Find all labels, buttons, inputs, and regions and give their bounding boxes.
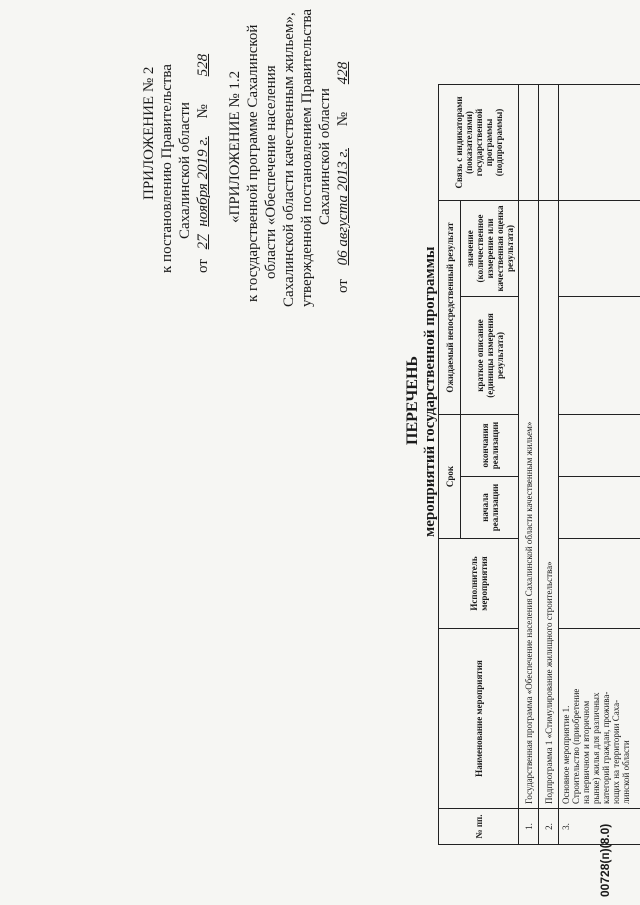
appendix12-number: 428: [335, 61, 351, 85]
appendix2-date-line: [194, 54, 212, 273]
appendix2-day: 27: [195, 234, 211, 250]
row3-line: рынке) жилья для различных: [591, 692, 601, 804]
appendix12-date: 06 августа 2013 г.: [335, 148, 351, 266]
row2-text: Подпрограмма 1 «Стимулирование жилищного строительства»: [539, 200, 559, 808]
row3-text: [559, 629, 640, 809]
appendix2-from-label: от: [195, 259, 211, 273]
list-title: ПЕРЕЧЕНЬ: [404, 356, 421, 445]
appendix2-number: 528: [195, 53, 211, 77]
appendix12-from-label: от: [335, 279, 351, 293]
row3-line: ющих на территории Саха-: [611, 699, 621, 804]
row1-num: 1.: [519, 809, 539, 845]
table-row: [519, 84, 539, 844]
header-term-end: окончания реализации: [461, 414, 519, 476]
header-executor: Исполнитель мероприятия: [439, 539, 519, 629]
appendix12-line5: Сахалинской области: [317, 88, 333, 225]
row3-executor: [559, 539, 640, 629]
row3-end: [559, 414, 640, 476]
row1-text: Государственная программа «Обеспечение населения Сахалинской области качественным жильем»: [519, 200, 539, 808]
appendix12-date-line: [334, 62, 352, 293]
appendix2-line1: к постановлению Правительства: [159, 64, 175, 273]
appendix2-month-year: ноября 2019 г.: [195, 136, 211, 227]
list-subtitle: мероприятий государственной программы: [422, 246, 438, 537]
row3-link: [559, 84, 640, 200]
header-result-desc: краткое описание (единицы измерения результата): [461, 296, 519, 414]
row3-result-value: [559, 200, 640, 296]
document-code: 00728(п)(8.0): [598, 823, 612, 897]
header-link: Связь с индикаторами (показателями) государственной программы (подпрограммы): [439, 84, 519, 200]
appendix2-number-label: №: [195, 104, 211, 119]
header-term: Срок: [439, 414, 461, 538]
row1-link-cell: [519, 84, 539, 200]
appendix2-line2: Сахалинской области: [177, 102, 193, 239]
row2-link-cell: [539, 84, 559, 200]
row3-line: Основное мероприятие 1.: [561, 705, 571, 804]
row3-line: Строительство (приобретение: [571, 688, 581, 804]
header-result: Ожидаемый непосредственный результат: [439, 200, 461, 414]
row3-num: 3.: [559, 809, 640, 845]
measures-table: [438, 84, 640, 845]
header-term-start: начала реализации: [461, 477, 519, 539]
appendix12-number-label: №: [335, 111, 351, 127]
row3-result-desc: [559, 296, 640, 414]
row3-line: категорий граждан, прожива-: [601, 691, 611, 804]
header-num: № пп.: [439, 809, 519, 845]
header-result-value: значение (количественное измерение или качественная оценка результата): [461, 200, 519, 296]
appendix12-line1: к государственной программе Сахалинской: [245, 24, 261, 302]
row3-start: [559, 477, 640, 539]
header-name: Наименование мероприятия: [439, 629, 519, 809]
row3-line: на первичном и вторичном: [581, 700, 591, 804]
table-row: [539, 84, 559, 844]
appendix12-line3: Сахалинской области качественным жильем»,: [281, 12, 297, 307]
appendix12-line4: утвержденной постановлением Правительства: [299, 8, 315, 307]
appendix12-title: «ПРИЛОЖЕНИЕ № 1.2: [227, 70, 243, 223]
appendix2-title: ПРИЛОЖЕНИЕ № 2: [141, 66, 157, 200]
row2-num: 2.: [539, 809, 559, 845]
appendix12-line2: области «Обеспечение населения: [263, 65, 279, 279]
row3-line: линской области: [621, 740, 631, 804]
table-row: [559, 84, 640, 844]
